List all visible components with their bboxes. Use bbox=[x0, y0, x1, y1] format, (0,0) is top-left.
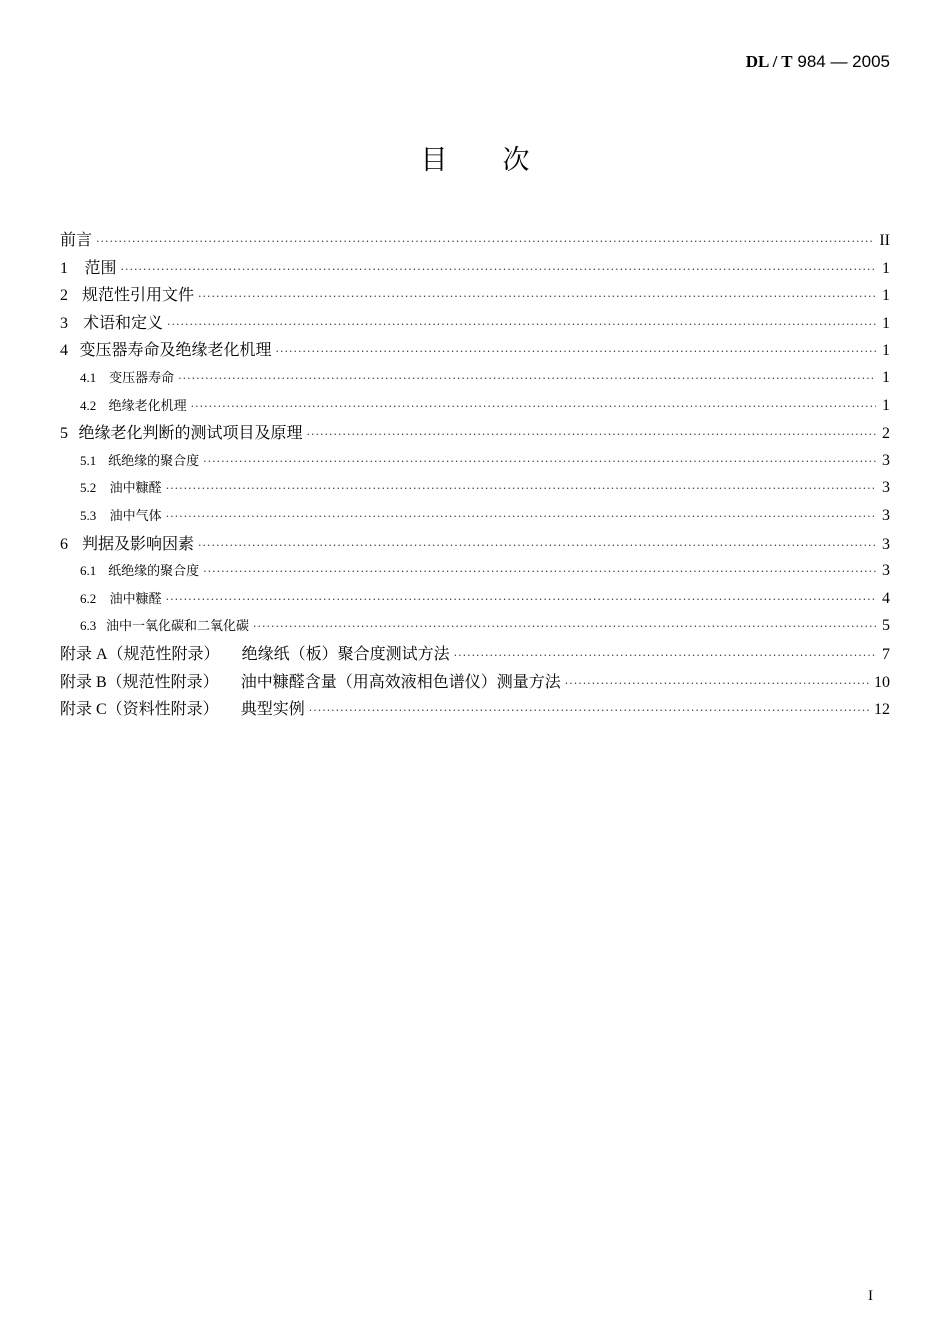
toc-entry-number: 6.2 bbox=[80, 590, 97, 606]
toc-entry-title: 规范性引用文件 bbox=[81, 285, 194, 305]
toc-entry-title: 油中糠醛 bbox=[109, 591, 162, 607]
toc-dot-leader bbox=[166, 475, 876, 503]
toc-entry-page: 3 bbox=[882, 451, 890, 469]
toc-entry[interactable] bbox=[60, 612, 890, 640]
toc-entry[interactable] bbox=[60, 364, 890, 392]
standard-code-number: 984 — 2005 bbox=[797, 52, 890, 71]
toc-entry[interactable] bbox=[60, 530, 890, 558]
toc-entry-title: 范围 bbox=[84, 257, 117, 277]
toc-entry[interactable] bbox=[60, 447, 890, 475]
toc-entry[interactable] bbox=[60, 695, 890, 723]
toc-dot-leader bbox=[253, 613, 876, 641]
toc-dot-leader bbox=[198, 532, 876, 560]
toc-entry-number: 4.1 bbox=[80, 369, 97, 385]
toc-entry-title: 油中糠醛含量（用高效液相色谱仪）测量方法 bbox=[240, 671, 561, 691]
toc-entry-number: 4.2 bbox=[80, 397, 97, 413]
toc-entry-number: 附录 B（规范性附录） bbox=[60, 673, 219, 691]
toc-entry-number: 1 bbox=[60, 259, 68, 277]
toc-entry[interactable] bbox=[60, 585, 890, 613]
toc-entry-title: 变压器寿命 bbox=[109, 370, 175, 386]
toc-entry-number: 5.3 bbox=[80, 507, 97, 523]
page-title: 目次 bbox=[420, 145, 585, 176]
toc-entry[interactable] bbox=[60, 281, 890, 309]
toc-entry[interactable] bbox=[60, 254, 890, 282]
page-number: I bbox=[868, 1288, 873, 1304]
toc-entry-number: 2 bbox=[60, 287, 68, 305]
toc-dot-leader bbox=[306, 421, 876, 449]
toc-entry-title: 判据及影响因素 bbox=[81, 533, 194, 553]
toc-dot-leader bbox=[198, 283, 876, 311]
toc-entry-title: 典型实例 bbox=[240, 699, 305, 719]
toc-entry[interactable] bbox=[60, 336, 890, 364]
toc-dot-leader bbox=[203, 448, 876, 476]
toc-entry[interactable] bbox=[60, 640, 890, 668]
toc-entry-page: 5 bbox=[882, 617, 890, 635]
toc-entry-page: 12 bbox=[874, 701, 890, 719]
toc-entry-number: 6.3 bbox=[80, 618, 97, 634]
toc-entry-page: 4 bbox=[882, 589, 890, 607]
toc-entry-number: 5.2 bbox=[80, 480, 97, 496]
toc-dot-leader bbox=[166, 586, 876, 614]
toc-entry[interactable] bbox=[60, 419, 890, 447]
toc-entry-title: 纸绝缘的聚合度 bbox=[108, 453, 200, 469]
toc-entry-page: II bbox=[879, 232, 890, 249]
toc-entry-number: 5.1 bbox=[80, 452, 97, 468]
toc-dot-leader bbox=[454, 642, 876, 670]
toc-entry[interactable] bbox=[60, 309, 890, 337]
standard-code bbox=[746, 52, 890, 72]
toc-dot-leader bbox=[275, 338, 876, 366]
toc-entry-number: 5 bbox=[60, 425, 68, 443]
toc-entry-page: 3 bbox=[882, 479, 890, 497]
toc-entry-page: 10 bbox=[874, 673, 890, 691]
toc-entry[interactable] bbox=[60, 474, 890, 502]
toc-entry-number: 6.1 bbox=[80, 563, 97, 579]
toc-entry[interactable] bbox=[60, 226, 890, 254]
toc-entry-page: 3 bbox=[882, 535, 890, 553]
toc-entry-page: 3 bbox=[882, 562, 890, 580]
toc-dot-leader bbox=[96, 228, 875, 256]
toc-entry-title: 绝缘老化判断的测试项目及原理 bbox=[78, 423, 303, 443]
toc-entry-title: 前言 bbox=[60, 230, 93, 249]
toc-dot-leader bbox=[203, 558, 876, 586]
toc-entry-title: 绝缘老化机理 bbox=[108, 398, 187, 414]
toc-dot-leader bbox=[191, 393, 876, 421]
toc-entry-title: 油中气体 bbox=[109, 508, 162, 524]
toc-entry-title: 油中糠醛 bbox=[109, 481, 162, 497]
toc-entry-page: 3 bbox=[882, 506, 890, 524]
toc-dot-leader bbox=[178, 365, 876, 393]
toc-entry-page: 1 bbox=[882, 342, 890, 360]
toc-entry-page: 1 bbox=[882, 396, 890, 414]
toc-entry-page: 1 bbox=[882, 368, 890, 386]
toc-dot-leader bbox=[167, 311, 876, 339]
toc-entry-title: 纸绝缘的聚合度 bbox=[108, 564, 200, 580]
toc-dot-leader bbox=[121, 256, 876, 284]
toc-entry-page: 2 bbox=[882, 425, 890, 443]
toc-entry-number: 附录 A（规范性附录） bbox=[60, 645, 220, 663]
toc-entry-title: 绝缘纸（板）聚合度测试方法 bbox=[241, 643, 450, 663]
toc-entry-page: 1 bbox=[882, 287, 890, 305]
toc-entry-title: 变压器寿命及绝缘老化机理 bbox=[79, 340, 272, 360]
toc-entry-number: 3 bbox=[60, 314, 68, 332]
toc-dot-leader bbox=[565, 670, 870, 698]
toc-entry-title: 油中一氧化碳和二氧化碳 bbox=[105, 619, 249, 635]
toc-entry[interactable] bbox=[60, 502, 890, 530]
toc-entry-page: 7 bbox=[882, 645, 890, 663]
toc-entry[interactable] bbox=[60, 557, 890, 585]
toc-entry-page: 1 bbox=[882, 314, 890, 332]
toc-entry-number: 附录 C（资料性附录） bbox=[60, 701, 219, 719]
toc-entry-number: 6 bbox=[60, 535, 68, 553]
toc-entry[interactable] bbox=[60, 392, 890, 420]
table-of-contents bbox=[60, 226, 890, 723]
toc-entry[interactable] bbox=[60, 668, 890, 696]
toc-entry-page: 1 bbox=[882, 259, 890, 277]
toc-entry-number: 4 bbox=[60, 342, 68, 360]
toc-dot-leader bbox=[166, 503, 876, 531]
toc-dot-leader bbox=[309, 697, 870, 725]
toc-entry-title: 术语和定义 bbox=[83, 312, 164, 332]
standard-code-prefix: DL / T bbox=[745, 52, 793, 71]
